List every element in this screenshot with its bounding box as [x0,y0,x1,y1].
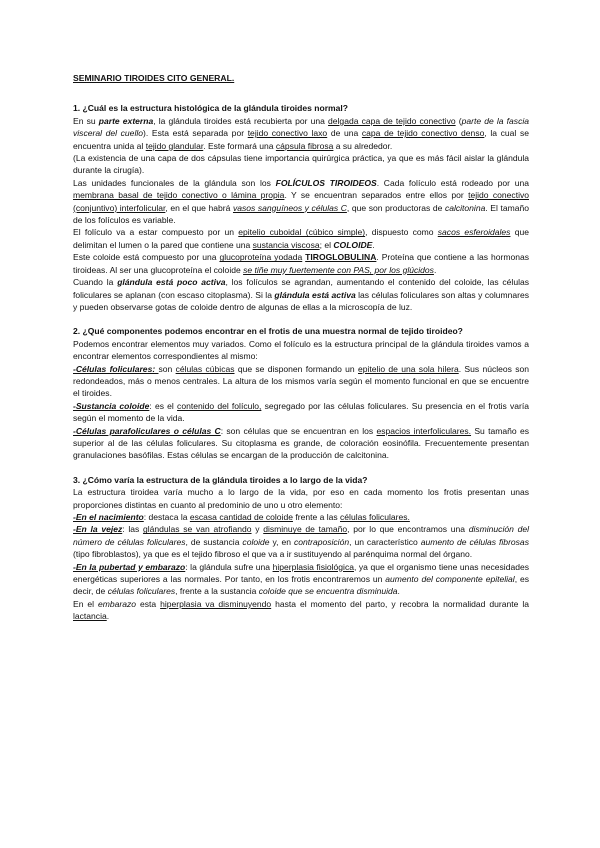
s1-paragraph-3: Las unidades funcionales de la glándula son los FOLÍCULOS TIROIDEOS. Cada folículo está rodeado por una membrana basal de tejido conectivo o lámina propia. Y se encuentran separados entre ellos por tejido conectivo (conjuntivo) interfolicular, en el que habrá vasos sanguíneos y células C, que son productoras de calcitonina. El tamaño de los folículos es variable. [73,177,529,226]
question-3: 3. ¿Cómo varía la estructura de la glándula tiroides a lo largo de la vida? [73,474,368,485]
s1-paragraph-2: (La existencia de una capa de dos cápsulas tiene importancia quirúrgica práctica, ya que es más fácil aislar la glándula durante la cirugía). [73,153,529,176]
s1-paragraph-1: En su parte externa, la glándula tiroides está recubierta por una delgada capa de tejido conectivo (parte de la fascia visceral del cuello). Esta está separada por tejido conectivo laxo de una capa de tejido conectivo denso, la cual se encuentra unida al tejido glandular. Este formará una cápsula fibrosa a su alrededor. [73,115,530,151]
s1-paragraph-5: Este coloide está compuesto por una glucoproteína yodada TIROGLOBULINA. Proteína que contiene a las hormonas tiroideas. Al ser una glucoproteína el coloide se tiñe muy fuertemente con PAS, por los glúcidos. [73,252,529,275]
s2-paragraph-3: -Sustancia coloide: es el contenido del folículo, segregado por las células foliculares. Su presencia en el frotis varía según el momento de la vida. [73,400,529,424]
s3-paragraph-3: -En la vejez: las glándulas se van atrofiando y disminuye de tamaño, por lo que encontramos una disminución del número de células foliculares, de sustancia coloide y, en contraposición, un característico aumento de células fibrosas (tipo fibroblastos), ya que es el tejido fibroso el que va a ir sustituyendo al parénquima normal del órgano. [73,524,529,560]
s1-paragraph-4: El folículo va a estar compuesto por un epitelio cuboidal (cúbico simple), dispuesto como sacos esferoidales que delimitan el lumen o la pared que contiene una sustancia viscosa; el COLOIDE. [73,227,529,250]
s2-paragraph-4: -Células parafoliculares o células C: son células que se encuentran en los espacios interfoliculares. Su tamaño es superior al de las células foliculares. Su citoplasma es grande, de coloración eosinófila. Frecuentemente presentan granulaciones basófilas. Estas células se encargan de la producción de calcitonina. [73,425,529,461]
s2-paragraph-1: Podemos encontrar elementos muy variados. Como el folículo es la estructura principal de la glándula tiroides vamos a encontrar elementos correspondientes al mismo: [73,338,529,362]
s3-paragraph-2: -En el nacimiento: destaca la escasa cantidad de coloide frente a las células foliculares. [73,512,410,522]
s3-paragraph-1: La estructura tiroidea varía mucho a lo largo de la vida, por eso en cada momento los frotis presentan unas proporciones distintas en cuanto al predominio de uno u otro elemento: [73,487,529,510]
s2-paragraph-2: -Células foliculares: son células cúbicas que se disponen formando un epitelio de una sola hilera. Sus núcleos son redondeados, más o menos centrales. La altura de los mismos varía según el momento funcional en que se encuentre el tiroides. [73,363,529,399]
s3-paragraph-5: En el embarazo esta hiperplasia va disminuyendo hasta el momento del parto, y recobra la normalidad durante la lactancia. [73,598,529,622]
document-title: SEMINARIO TIROIDES CITO GENERAL. [73,73,235,83]
question-2: 2. ¿Qué componentes podemos encontrar en el frotis de una muestra normal de tejido tiroideo? [73,326,463,337]
question-1: 1. ¿Cuál es la estructura histológica de la glándula tiroides normal? [73,103,348,114]
document-page [73,72,529,623]
s1-paragraph-6: Cuando la glándula está poco activa, los folículos se agrandan, aumentando el contenido del coloide, las células foliculares se aplanan (con escaso citoplasma). Si la glándula está activa las células foliculares son altas y columnares y pueden observarse gotas de coloide dentro de algunas de ellas a la microscopía de luz. [73,277,530,312]
s3-paragraph-4: -En la pubertad y embarazo: la glándula sufre una hiperplasia fisiológica, ya que el organismo tiene unas necesidades energéticas superiores a las normales. Por tanto, en los frotis encontraremos un aumento del componente epitelial, es decir, de células foliculares, frente a la sustancia coloide que se encuentra disminuida. [73,561,529,597]
